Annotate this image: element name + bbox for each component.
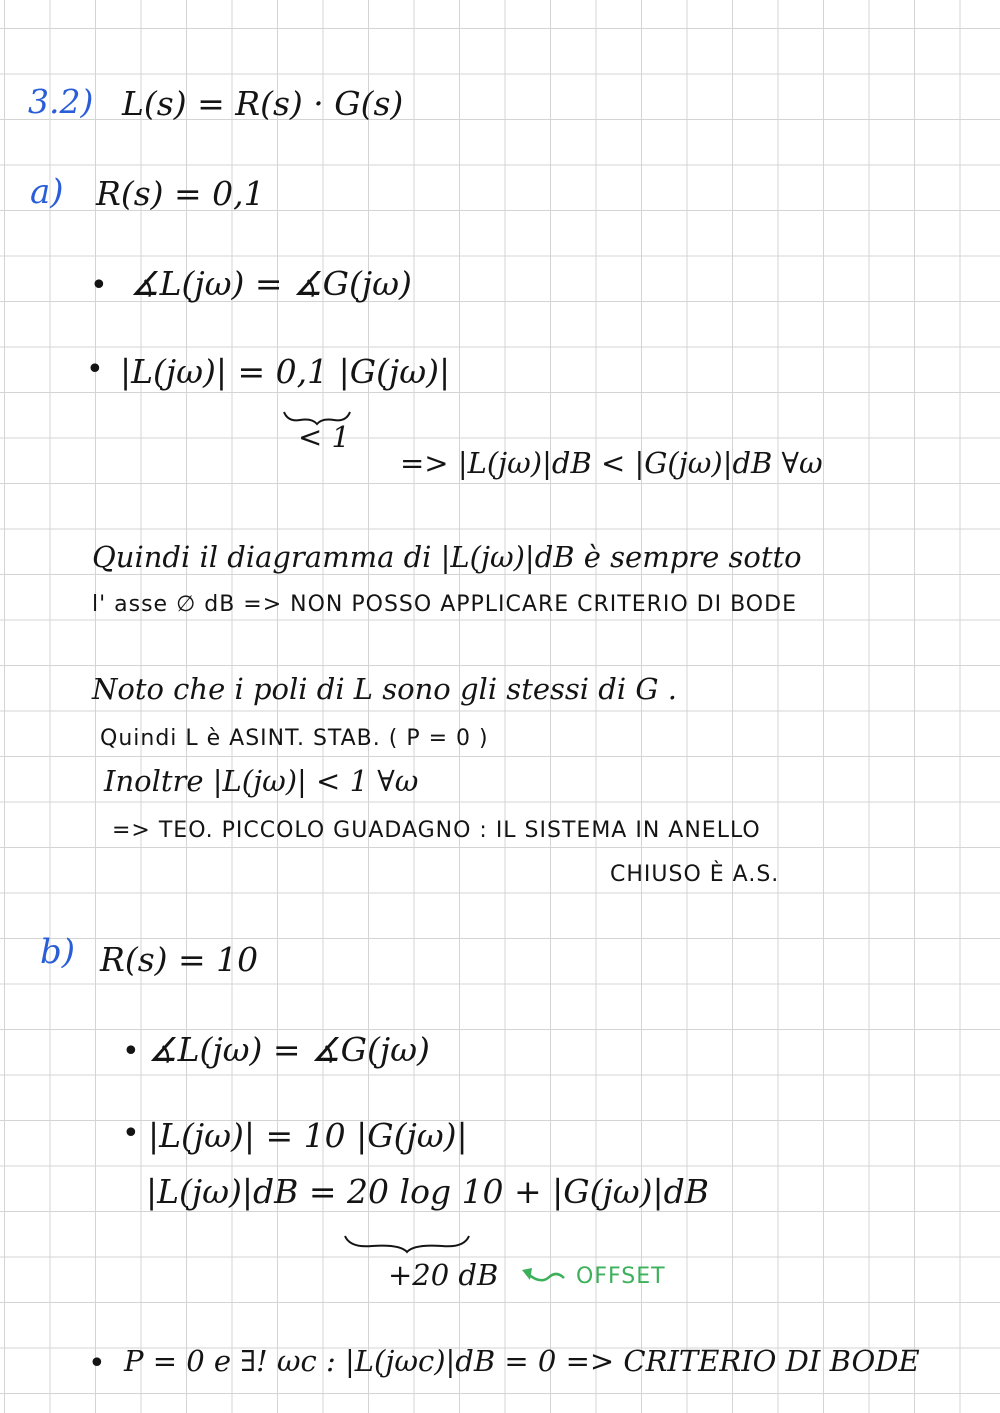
part-a-marker: a) [30,172,64,212]
part-b-final-line: P = 0 e ∃! ωc : |L(jωc)|dB = 0 => CRITERIO DI BODE [124,1344,920,1378]
under-brace-label: < 1 [298,420,350,454]
under-brace-label: +20 dB [388,1258,499,1292]
offset-label: OFFSET [576,1264,666,1289]
offset-arrow [518,1262,568,1286]
loop-function-equation: L(s) = R(s) · G(s) [122,84,404,123]
bullet: • [122,1116,140,1151]
note-line: Noto che i poli di L sono gli stessi di G . [92,672,677,706]
note-line: Inoltre |L(jω)| < 1 ∀ω [104,764,419,798]
note-line: l' asse ∅ dB => NON POSSO APPLICARE CRITERIO DI BODE [92,592,797,617]
underbrace [342,1232,472,1256]
part-a-magnitude-line: |L(jω)| = 0,1 |G(jω)| [120,352,451,391]
bullet: • [90,268,108,303]
note-line: => TEO. PICCOLO GUADAGNO : IL SISTEMA IN ANELLO [112,818,761,843]
part-b-phase-line: ∡L(jω) = ∡G(jω) [148,1030,430,1069]
part-b-controller: R(s) = 10 [100,940,259,979]
bullet: • [88,1346,106,1381]
part-b-marker: b) [40,932,76,972]
note-line: CHIUSO È A.S. [610,862,780,887]
part-a-phase-line: ∡L(jω) = ∡G(jω) [130,264,412,303]
note-line: Quindi L è ASINT. STAB. ( P = 0 ) [100,726,489,751]
note-line: Quindi il diagramma di |L(jω)|dB è sempre sotto [92,540,802,574]
part-b-magnitude-line: |L(jω)| = 10 |G(jω)| [148,1116,468,1155]
section-number: 3.2) [28,82,94,121]
part-a-controller: R(s) = 0,1 [96,174,265,213]
bullet: • [86,352,104,387]
part-a-implication: => |L(jω)|dB < |G(jω)|dB ∀ω [400,446,823,480]
bullet: • [122,1034,140,1069]
part-b-db-line: |L(jω)|dB = 20 log 10 + |G(jω)|dB [146,1172,710,1211]
